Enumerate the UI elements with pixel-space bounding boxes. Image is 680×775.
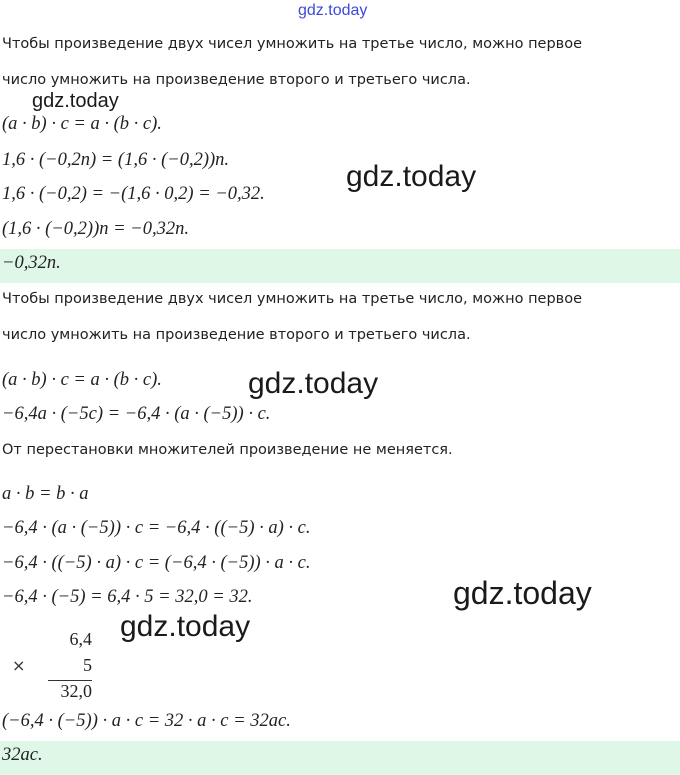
expression: −6,4a · (−5c) = −6,4 · (a · (−5)) · c. [2,404,271,424]
watermark: gdz.today [346,160,477,193]
multiplication-result: 32,0 [60,681,92,701]
answer-box-1 [0,249,680,283]
watermark: gdz.today [453,575,592,611]
associative-formula: (a · b) · c = a · (b · c). [2,114,162,134]
answer-2: 32ac. [2,745,43,765]
watermark: gdz.today [248,367,379,400]
answer-1: −0,32n. [2,253,61,273]
rule-text-line1: Чтобы произведение двух чисел умножить на третье число, можно первое [2,36,583,52]
rule-text-line2: число умножить на произведение второго и третьего числа. [2,72,471,88]
multiplication-factor-1: 6,4 [69,629,92,649]
rule-text-line1: Чтобы произведение двух чисел умножить на третье число, можно первое [2,291,583,307]
solution-step-1: 1,6 · (−0,2n) = (1,6 · (−0,2))n. [2,150,230,170]
solution-step-2: −6,4 · ((−5) · a) · c = (−6,4 · (−5)) · a · c. [2,553,311,573]
multiplication-factor-2: 5 [83,655,92,675]
solution-step-2: 1,6 · (−0,2) = −(1,6 · 0,2) = −0,32. [2,184,265,204]
solution-step-1: −6,4 · (a · (−5)) · c = −6,4 · ((−5) · a) · c. [2,518,311,538]
watermark-top: gdz.today [298,2,368,19]
rule-text-line2: число умножить на произведение второго и третьего числа. [2,327,471,343]
watermark: gdz.today [32,90,119,112]
associative-formula: (a · b) · c = a · (b · c). [2,370,162,390]
answer-box-2 [0,741,680,775]
commutative-formula: a · b = b · a [2,484,89,504]
multiply-sign: × [12,656,26,675]
watermark: gdz.today [120,610,251,643]
solution-step-3: (1,6 · (−0,2))n = −0,32n. [2,219,189,239]
solution-step-3: −6,4 · (−5) = 6,4 · 5 = 32,0 = 32. [2,587,253,607]
solution-step-4: (−6,4 · (−5)) · a · c = 32 · a · c = 32ac. [2,711,291,731]
commutative-note: От перестановки множителей произведение не меняется. [2,442,453,458]
